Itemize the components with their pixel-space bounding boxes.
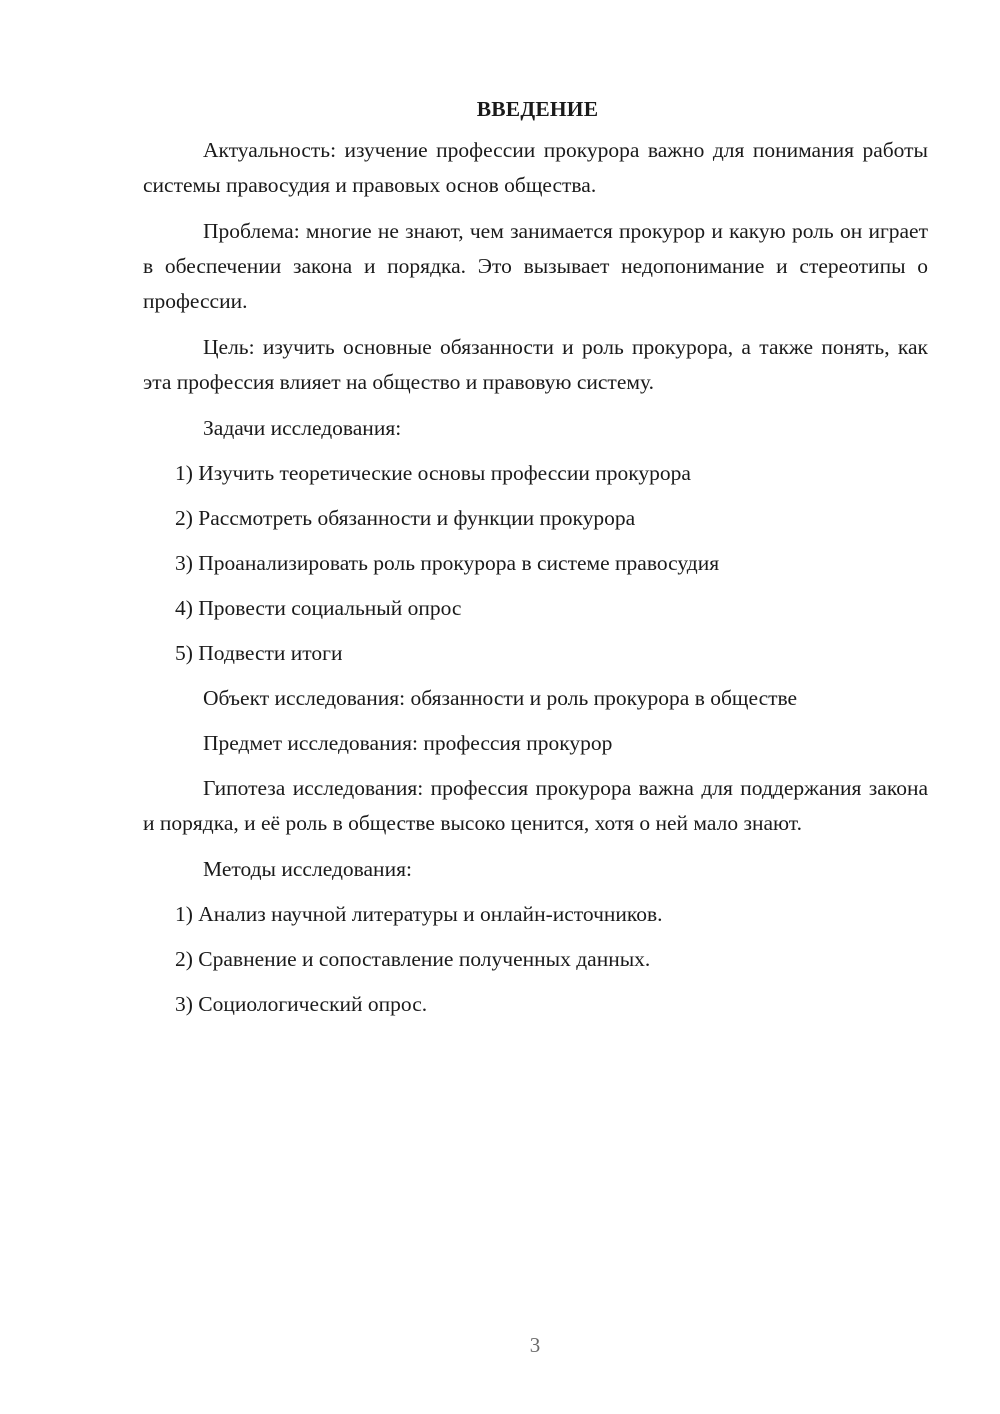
list-item: 5) Подвести итоги [175,641,343,665]
document-page [143,92,928,1032]
list-item: 2) Рассмотреть обязанности и функции прокурора [175,506,636,530]
list-item: 3) Проанализировать роль прокурора в системе правосудия [175,551,720,575]
problem-paragraph: Проблема: многие не знают, чем занимается прокурор и какую роль он играет в обеспечении закона и порядка. Это вызывает недопонимание и стереотипы о профессии. [143,219,928,313]
methods-heading: Методы исследования: [203,857,412,881]
list-item: 2) Сравнение и сопоставление полученных данных. [175,947,651,971]
tasks-heading: Задачи исследования: [203,416,402,440]
methods-list [143,897,928,1022]
object-line: Объект исследования: обязанности и роль прокурора в обществе [203,686,798,710]
page-number: 3 [529,1333,541,1357]
page-title: ВВЕДЕНИЕ [476,97,599,121]
relevance-paragraph: Актуальность: изучение профессии прокурора важно для понимания работы системы правосудия и правовых основ общества. [143,138,928,197]
list-item: 4) Провести социальный опрос [175,596,462,620]
list-item: 3) Социологический опрос. [175,992,428,1016]
hypothesis-paragraph: Гипотеза исследования: профессия прокурора важна для поддержания закона и порядка, и её роль в обществе высоко ценится, хотя о ней мало знают. [143,776,928,835]
list-item: 1) Анализ научной литературы и онлайн-источников. [175,902,663,926]
tasks-list [143,456,928,671]
list-item: 1) Изучить теоретические основы профессии прокурора [175,461,691,485]
goal-paragraph: Цель: изучить основные обязанности и роль прокурора, а также понять, как эта профессия влияет на общество и правовую систему. [143,335,928,394]
subject-line: Предмет исследования: профессия прокурор [203,731,613,755]
